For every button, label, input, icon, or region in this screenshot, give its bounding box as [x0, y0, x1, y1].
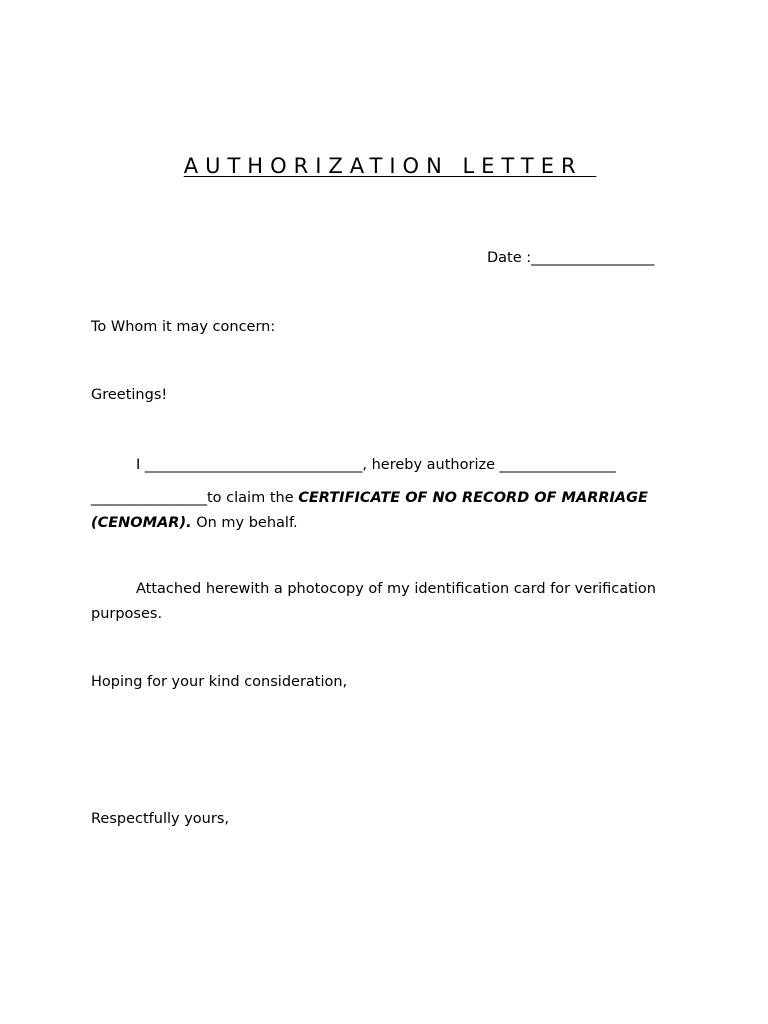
attachment-line-1: Attached herewith a photocopy of my identification card for verification [136, 581, 656, 597]
salutation: To Whom it may concern: [91, 319, 276, 335]
authorization-line-2 [91, 486, 648, 510]
certificate-name: CERTIFICATE OF NO RECORD OF MARRIAGE [298, 490, 648, 506]
cenomar-abbrev: (CENOMAR). [91, 515, 192, 531]
attachment-line-2: purposes. [91, 606, 163, 622]
behalf-text: On my behalf. [191, 515, 298, 531]
authorization-line-3 [91, 511, 298, 535]
letter-title: AUTHORIZATION LETTER [183, 154, 597, 178]
claim-prefix: ________________to claim the [91, 490, 299, 506]
hoping-line: Hoping for your kind consideration, [91, 674, 348, 690]
date-line: Date :_________________ [487, 250, 655, 266]
authorization-line-1: I ______________________________, hereby authorize ________________ [136, 457, 616, 473]
greeting: Greetings! [91, 387, 168, 403]
closing-line: Respectfully yours, [91, 811, 229, 827]
